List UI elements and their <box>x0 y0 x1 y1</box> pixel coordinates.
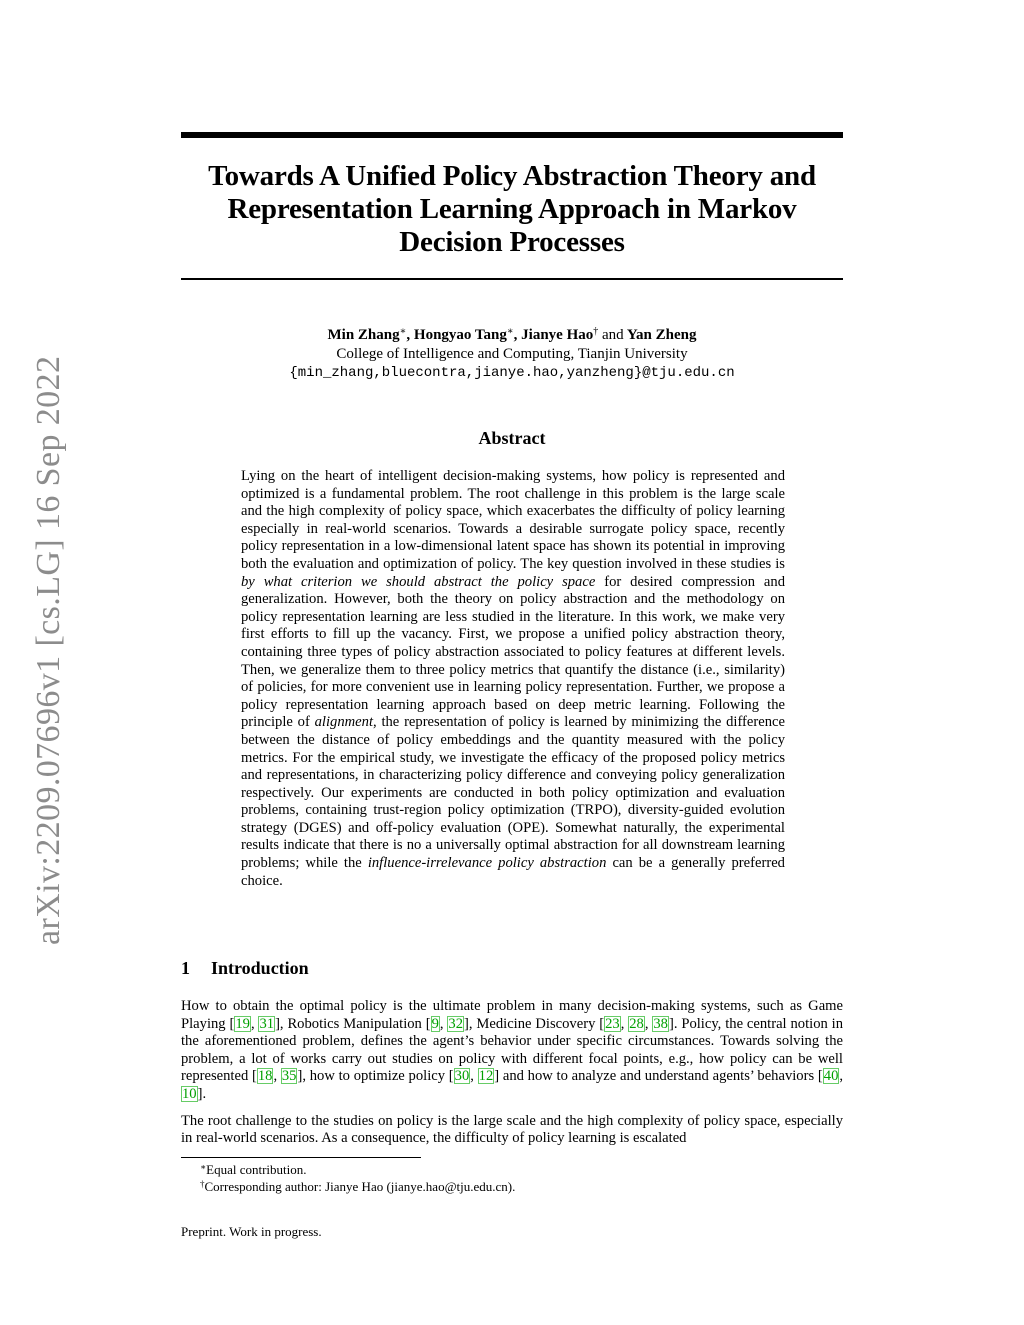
citation-link[interactable]: 18 <box>257 1068 273 1085</box>
footnote-equal-contribution <box>200 1161 515 1178</box>
intro-text: ], Medicine Discovery [ <box>464 1015 605 1032</box>
abstract-emphasis: by what criterion we should abstract the policy space <box>241 573 596 590</box>
author-name: Yan Zheng <box>626 327 697 343</box>
author-name: Jianye Hao <box>521 327 594 343</box>
citation-link[interactable]: 38 <box>653 1015 668 1032</box>
footnote-rule <box>181 1157 421 1158</box>
arxiv-side-stamp: arXiv:2209.07696v1 [cs.LG] 16 Sep 2022 <box>30 355 67 945</box>
section-number: 1 <box>181 958 190 978</box>
intro-text: ] and how to analyze and understand agents’ behaviors [ <box>494 1068 823 1085</box>
abstract-text: Lying on the heart of intelligent decision-making systems, how policy is represented and optimized is a fundamental problem. The root challenge in this problem is the large scale and the high complexity of policy space, which exacerbates the difficulty of policy learning especially in real-world scenarios. Towards a desirable surrogate policy space, recently policy representation in a low-dimensional latent space has shown its potential in improving both the evaluation and optimization of policy. The key question involved in these studies is <box>241 468 785 572</box>
title-line: Representation Learning Approach in Markov <box>227 193 797 225</box>
footnote-text: Equal contribution. <box>206 1162 307 1177</box>
title-line: Towards A Unified Policy Abstraction Theory and <box>208 160 816 192</box>
intro-text: How to obtain the optimal policy is the ultimate problem in many decision-making systems, such as Game Playing [ <box>181 998 843 1032</box>
citation-link[interactable]: 9 <box>431 1015 439 1032</box>
corresponding-author-mark: † <box>593 326 599 337</box>
equal-contribution-mark: ∗ <box>506 326 514 337</box>
affiliation: College of Intelligence and Computing, Tianjin University <box>336 346 688 362</box>
intro-paragraph: How to obtain the optimal policy is the ultimate problem in many decision-making systems, such as Game Playing [19, 31], Robotics Manipulation [9, 32], Medicine Discovery [23, 28, 38]. Policy, the central notion in the aforementioned problem, defines the agent’s behavior under specific circumstances. Towards solving the problem, a lot of works carry out studies on policy with different focal points, e.g., how policy can be well represented [18, 35], how to optimize policy [30, 12] and how to analyze and understand agents’ behaviors [40, 10]. <box>181 998 844 1102</box>
citation-link[interactable]: 28 <box>629 1015 644 1032</box>
abstract-emphasis: influence-irrelevance policy abstraction <box>367 855 607 872</box>
citation-link[interactable]: 19 <box>235 1015 250 1032</box>
citation-link[interactable]: 40 <box>823 1068 839 1085</box>
intro-paragraph: The root challenge to the studies on policy is the large scale and the high complexity of policy space, especially in real-world scenarios. As a consequence, the difficulty of policy learning is escalated <box>181 1112 843 1147</box>
section-heading-introduction <box>181 958 309 979</box>
intro-text: ]. <box>197 1085 207 1102</box>
abstract-body <box>241 468 785 890</box>
author-emails: {min_zhang,bluecontra,jianye.hao,yanzheng}@tju.edu.cn <box>289 365 735 381</box>
title-line: Decision Processes <box>399 226 625 258</box>
title-bottom-rule <box>181 278 843 280</box>
author-name: Hongyao Tang <box>413 327 507 343</box>
abstract-text: , the representation of policy is learned by minimizing the difference between the distance of policy embeddings and the quantity measured with the policy metrics. For the empirical study, we investigate the efficacy of the proposed policy metrics and representations, in characterizing policy difference and conveying policy generalization respectively. Our experiments are conducted in both policy optimization and evaluation problems, containing trust-region policy optimization (TRPO), diversity-guided evolution strategy (DGES) and off-policy evaluation (OPE). Somewhat naturally, the experimental results indicate that there is no a universally optimal abstraction for all downstream learning problems; while the <box>241 714 785 872</box>
citation-link[interactable]: 23 <box>605 1015 620 1032</box>
abstract-text: for desired compression and generalization. However, both the theory on policy abstraction and the methodology on policy representation learning are less studied in the literature. In this work, we make very first efforts to fill up the vacancy. First, we propose a unified policy abstraction theory, containing three types of policy abstraction associated to policy features at different levels. Then, we generalize them to three policy metrics that quantify the distance (i.e., similarity) of policies, for more convenient use in learning policy representation. Further, we propose a policy representation learning approach based on deep metric learning. Following the principle of <box>241 573 785 731</box>
equal-contribution-mark: ∗ <box>399 326 407 337</box>
author-name: Min Zhang <box>327 327 400 343</box>
abstract-text: can be a generally preferred choice. <box>241 855 785 889</box>
intro-text: ]. Policy, the central notion in the aforementioned problem, defines the agent’s behavior under specific circumstances. Towards solving the problem, a lot of works carry out studies on policy with different focal points, e.g., how policy can be well represented [ <box>181 1015 844 1085</box>
footnote-corresponding-author <box>200 1178 515 1195</box>
footnotes <box>200 1161 515 1195</box>
author-block <box>181 326 843 383</box>
intro-text: ], how to optimize policy [ <box>297 1068 454 1085</box>
citation-link[interactable]: 31 <box>259 1015 275 1032</box>
author-names: Min Zhang∗, Hongyao Tang∗, Jianye Hao† and Yan Zheng <box>327 326 697 343</box>
introduction-body <box>181 998 843 1157</box>
footnote-mark: † <box>200 1179 205 1189</box>
paper-title <box>181 160 843 259</box>
citation-link[interactable]: 10 <box>182 1085 197 1102</box>
preprint-note: Preprint. Work in progress. <box>181 1224 322 1239</box>
citation-link[interactable]: 32 <box>448 1015 464 1032</box>
abstract-emphasis: alignment <box>314 714 373 731</box>
title-top-rule <box>181 132 843 138</box>
footnote-mark: ∗ <box>200 1162 207 1172</box>
citation-link[interactable]: 12 <box>478 1068 494 1085</box>
citation-link[interactable]: 30 <box>454 1068 470 1085</box>
footnote-text: Corresponding author: Jianye Hao (jianye.hao@tju.edu.cn). <box>204 1179 516 1194</box>
section-title: Introduction <box>211 958 309 978</box>
intro-text: ], Robotics Manipulation [ <box>275 1015 431 1032</box>
and-word: and <box>602 327 624 343</box>
abstract-heading: Abstract <box>478 428 546 448</box>
citation-link[interactable]: 35 <box>281 1068 297 1085</box>
